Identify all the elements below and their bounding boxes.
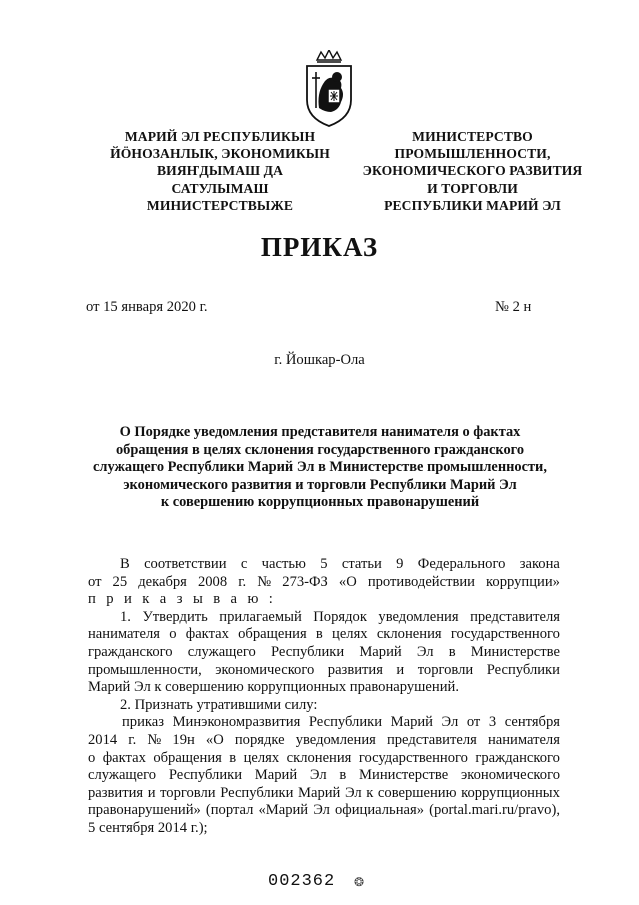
body-word: 273-ФЗ [282, 573, 328, 590]
subject-line: О Порядке уведомления представителя нанимателя о фактах [119, 424, 521, 440]
body-word: торговли [417, 661, 474, 678]
body-word: 19н [172, 731, 195, 748]
body-word: от [466, 714, 481, 731]
body-word: № [257, 573, 272, 590]
body-line [88, 556, 560, 574]
body-word: Эл [441, 714, 459, 731]
body-word: торговли [160, 784, 216, 801]
header-left-line: ВИЯҤДЫМАШ ДА [156, 163, 284, 179]
body-line [88, 574, 560, 592]
body-word: обращения [153, 749, 222, 766]
body-word: Республики [486, 661, 560, 678]
body-line [88, 802, 560, 820]
body-word: уведомления [295, 731, 376, 748]
body-line [88, 662, 560, 680]
body-word: Эл [309, 767, 327, 784]
body-word: 2008 [197, 573, 228, 590]
body-word: Марий [297, 784, 341, 801]
body-word: коррупционных [461, 784, 560, 801]
body-word: нанимателя [487, 731, 560, 748]
header-right-line: ПРОМЫШЛЕННОСТИ, [394, 146, 551, 162]
body-word: в [448, 643, 456, 660]
header-left-line: МИНИСТЕРСТВЫЖЕ [146, 197, 294, 213]
body-word: Республики [308, 714, 383, 731]
body-word: склонения [376, 626, 442, 643]
body-word: Минэкономразвития [172, 714, 301, 731]
subject-line: к совершению коррупционных правонарушений [160, 494, 480, 511]
body-word: закона [519, 556, 560, 572]
body-word: Эл [416, 643, 434, 660]
body-line [88, 767, 560, 785]
body-word: и [147, 784, 156, 801]
body-word: склонения [286, 749, 352, 766]
body-word: гражданского [88, 643, 173, 660]
document-date: от 15 января 2020 г. [86, 299, 208, 315]
body-word: развития [327, 661, 383, 678]
body-word: обращения [238, 626, 307, 643]
header-right-line: МИНИСТЕРСТВО [412, 129, 533, 144]
body-word: Марий [254, 767, 298, 784]
body-word: 2014 [88, 731, 118, 748]
body-word: фактах [185, 626, 229, 643]
body-word: 9 [396, 556, 404, 572]
body-word: Марий [359, 643, 402, 660]
body-word: сентября [504, 714, 560, 731]
body-word: Утвердить [142, 608, 208, 625]
body-word: представителя [386, 731, 477, 748]
body-word: прилагаемый [219, 608, 302, 625]
body-line [88, 644, 560, 662]
body-word: Порядок [313, 608, 367, 625]
body-word: Эл [313, 802, 330, 819]
body-word: целях [243, 749, 280, 766]
body-word: противодействии [367, 573, 475, 590]
header-left-line: МАРИЙ ЭЛ РЕСПУБЛИКЫН [124, 129, 316, 144]
body-word: государственного [358, 749, 468, 766]
body-word: уведомления [378, 608, 459, 625]
body-word: экономического [215, 661, 315, 678]
body-word: к [366, 784, 374, 801]
body-word: нанимателя [88, 626, 160, 643]
body-word: служащего [88, 767, 157, 784]
body-line [88, 714, 560, 732]
body-line: 2. Признать утратившими силу: [120, 696, 318, 713]
body-line [88, 732, 560, 750]
header-right-line: ЭКОНОМИЧЕСКОГО РАЗВИТИЯ [362, 163, 583, 179]
header-right-line: И ТОРГОВЛИ [427, 180, 518, 196]
body-word: Республики [220, 784, 294, 801]
body-word: декабря [138, 573, 187, 590]
body-word: соответствии [144, 556, 227, 572]
body-word: Федерального [417, 556, 506, 572]
body-word: г. [238, 573, 247, 590]
body-line: Марий Эл к совершению коррупционных правонарушений. [88, 679, 459, 696]
document-title: ПРИКАЗ [260, 232, 379, 262]
header-left-mari [95, 128, 345, 214]
body-word: Республики [270, 643, 345, 660]
body-word: совершению [377, 784, 457, 801]
subject-line: обращения в целях склонения государственного гражданского [115, 441, 525, 458]
body-word: Министерстве [359, 767, 449, 784]
body-line [88, 785, 560, 803]
body-word: в [339, 767, 347, 784]
document-city: г. Йошкар-Ола [274, 352, 365, 368]
body-word: государственного [450, 626, 560, 643]
document-number: № 2 н [495, 299, 532, 315]
body-word: 1. [120, 608, 131, 625]
body-word: правонарушений» [88, 802, 201, 819]
body-word: целях [332, 626, 368, 643]
body-word: промышленности, [88, 661, 202, 678]
body-word: от [88, 573, 102, 590]
body-word: о [88, 749, 96, 766]
body-word: Марий [390, 714, 433, 731]
subject-line: экономического развития и торговли Республики Марий Эл [123, 476, 517, 493]
body-line [88, 750, 560, 768]
header-right-line: РЕСПУБЛИКИ МАРИЙ ЭЛ [384, 197, 561, 213]
document-body [88, 556, 560, 838]
body-word: Республики [168, 767, 243, 784]
body-word: «О [338, 573, 357, 590]
body-word: в [315, 626, 323, 643]
body-line [88, 626, 560, 644]
body-word: статьи [341, 556, 382, 572]
document-subject [60, 424, 580, 512]
body-word: (portal.mari.ru/pravo), [429, 802, 560, 819]
body-line: 5 сентября 2014 г.); [88, 819, 208, 836]
body-word: Министерстве [470, 643, 560, 660]
body-line-decree: п р и к а з ы в а ю : [88, 591, 277, 608]
body-line [88, 609, 560, 627]
body-word: развития [88, 784, 144, 801]
body-word: о [169, 626, 177, 643]
body-word: фактах [102, 749, 146, 766]
header-left-line: ЙӦНОЗАНЛЫК, ЭКОНОМИКЫН [110, 146, 330, 162]
body-word: и [396, 661, 405, 678]
header-right-russian [350, 128, 595, 214]
subject-line: служащего Республики Марий Эл в Министерстве промышленности, [93, 459, 547, 476]
body-word: «Марий [258, 802, 309, 819]
body-word: 3 [488, 714, 497, 731]
body-word: коррупции» [486, 573, 560, 590]
body-word: официальная» [334, 802, 425, 819]
body-word: Эл [344, 784, 362, 801]
body-word: г. [128, 731, 137, 748]
stamp-mark-icon: ❂ [354, 875, 365, 889]
body-word: 25 [112, 573, 128, 590]
body-word: частью [261, 556, 306, 572]
body-word: в [229, 749, 237, 766]
body-word: экономического [460, 767, 560, 784]
document-serial-number: 002362 [268, 872, 336, 891]
body-word: приказ [122, 714, 165, 731]
body-word: «О [205, 731, 224, 748]
body-word: с [240, 556, 248, 572]
body-word: № [147, 731, 162, 748]
body-word: (портал [205, 802, 254, 819]
body-word: служащего [187, 643, 256, 660]
body-word: представителя [470, 608, 560, 625]
mari-el-coat-of-arms-icon [297, 50, 361, 130]
body-word: гражданского [475, 749, 560, 766]
header-left-line: САТУЛЫМАШ [171, 180, 269, 196]
body-word: 5 [320, 556, 328, 572]
body-word: порядке [234, 731, 285, 748]
body-word: В [120, 556, 130, 572]
